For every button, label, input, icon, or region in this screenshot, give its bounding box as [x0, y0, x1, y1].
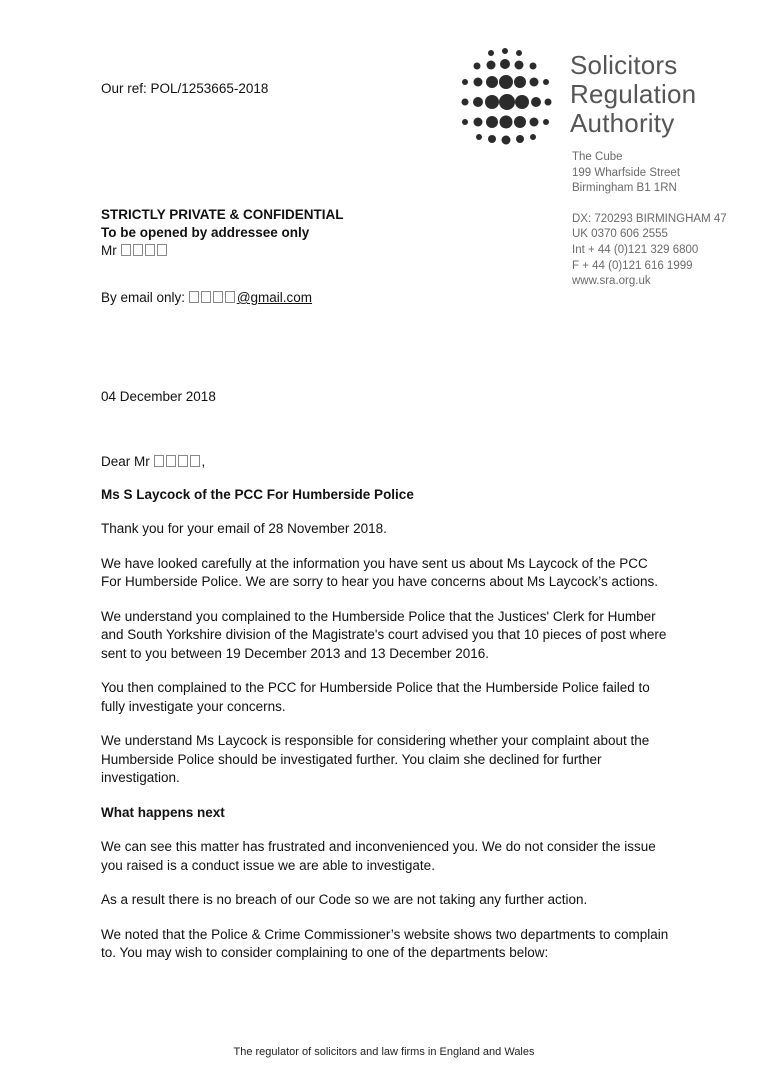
section-heading: What happens next: [101, 804, 225, 820]
paragraph: We understand Ms Laycock is responsible for considering whether your complaint about the Humberside Police should be investigated further. You claim she declined for further investigation.: [101, 733, 650, 785]
email-label: By email only:: [101, 290, 186, 305]
paragraph: We can see this matter has frustrated and inconvenienced you. We do not consider the issue you raised is a conduct issue we are able to investigate.: [101, 839, 656, 873]
sra-dots-icon: [458, 45, 568, 145]
confidential-notice: STRICTLY PRIVATE & CONFIDENTIAL: [101, 207, 344, 222]
recipient-block: [101, 206, 344, 260]
address-line: The Cube: [572, 151, 623, 163]
fax-number: F + 44 (0)121 616 1999: [572, 259, 693, 272]
paragraph: We have looked carefully at the information you have sent us about Ms Laycock of the PCC For Humberside Police. We are sorry to hear you have concerns about Ms Laycock’s actions.: [101, 555, 659, 589]
salutation: Dear Mr ,: [101, 454, 206, 469]
recipient-name: Mr: [101, 242, 344, 260]
addressee-notice: To be opened by addressee only: [101, 225, 310, 240]
paragraph: As a result there is no breach of our Code so we are not taking any further action.: [101, 892, 588, 907]
letter-subject: Ms S Laycock of the PCC For Humberside Police: [101, 487, 414, 502]
phone-uk: UK 0370 606 2555: [572, 228, 668, 241]
letter-date: 04 December 2018: [101, 389, 216, 404]
email-address[interactable]: @gmail.com: [189, 290, 312, 305]
paragraph: We understand you complained to the Humberside Police that the Justices' Clerk for Humber and South Yorkshire division of the Magistrate's court advised you that 10 pieces of post where sent to you between 19 December 2013 and 13 December 2016.: [101, 608, 667, 661]
phone-international: Int + 44 (0)121 329 6800: [572, 243, 699, 256]
sender-address: [572, 150, 727, 290]
paragraph: Thank you for your email of 28 November 2018.: [101, 521, 387, 536]
address-line: 199 Wharfside Street: [572, 166, 681, 179]
our-reference: Our ref: POL/1253665-2018: [101, 81, 269, 96]
sra-wordmark: Solicitors Regulation Authority: [570, 50, 697, 138]
paragraph: We noted that the Police & Crime Commissioner’s website shows two departments to complain to. You may wish to consider complaining to one of the departments below:: [101, 926, 669, 960]
dx-number: DX: 720293 BIRMINGHAM 47: [572, 212, 727, 225]
paragraph: You then complained to the PCC for Humberside Police that the Humberside Police failed to fully investigate your concerns.: [101, 680, 650, 714]
sra-logo: [458, 45, 698, 145]
page-footer: The regulator of solicitors and law firms in England and Wales: [233, 1046, 535, 1058]
address-line: Birmingham B1 1RN: [572, 182, 677, 195]
email-line: [101, 290, 312, 305]
letter-body: [101, 520, 671, 979]
website: www.sra.org.uk: [572, 275, 651, 288]
